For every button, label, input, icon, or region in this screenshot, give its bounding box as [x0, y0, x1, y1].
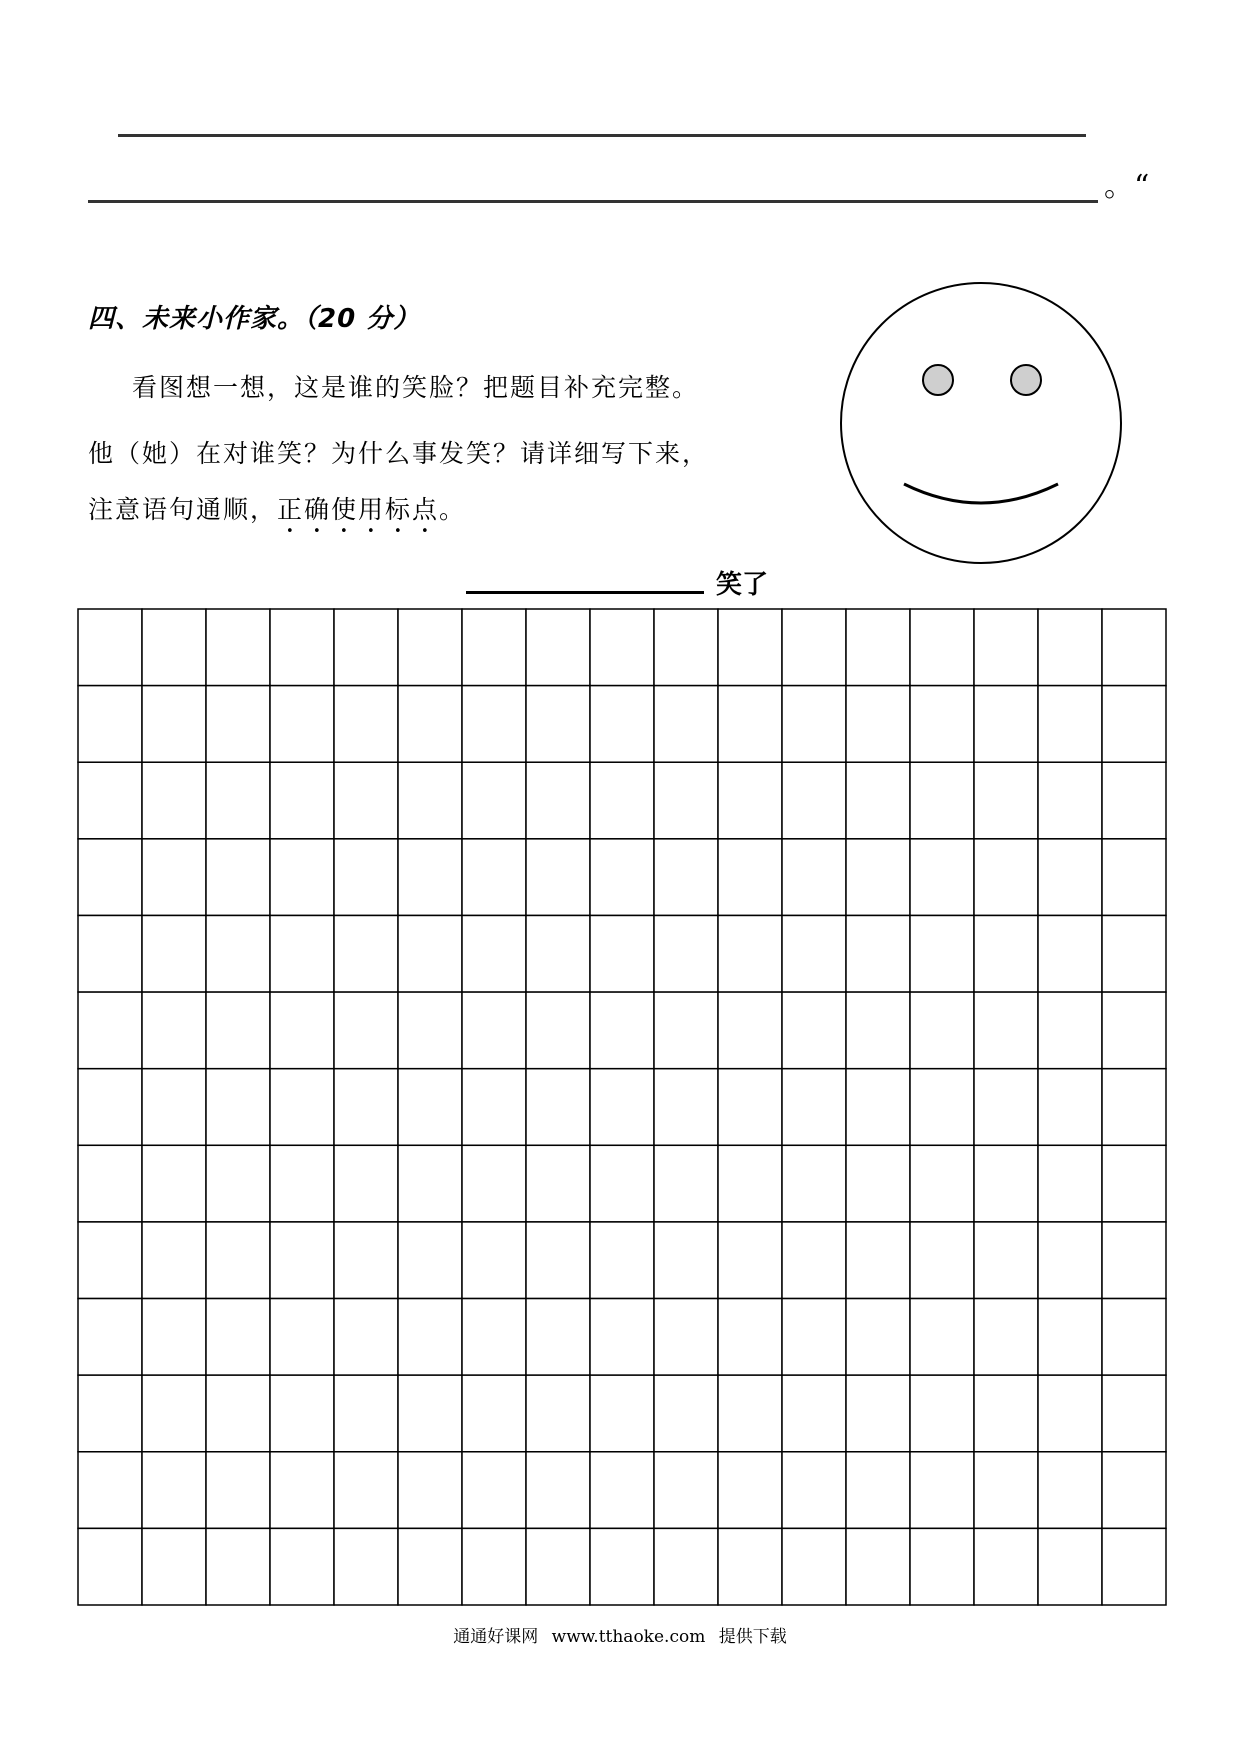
grid-cell[interactable] [1102, 1299, 1166, 1376]
grid-cell[interactable] [462, 992, 526, 1069]
instruction-line-3-plain: 注意语句通顺， [88, 495, 278, 524]
grid-cell[interactable] [270, 839, 334, 916]
footer-url[interactable]: www.tthaoke.com [551, 1627, 706, 1647]
grid-cell[interactable] [910, 609, 974, 686]
grid-cell[interactable] [142, 1299, 206, 1376]
grid-cell[interactable] [1038, 1375, 1102, 1452]
grid-cell[interactable] [910, 1452, 974, 1529]
grid-cell[interactable] [206, 1299, 270, 1376]
grid-cell[interactable] [1038, 839, 1102, 916]
grid-cell[interactable] [590, 1299, 654, 1376]
grid-cell[interactable] [846, 915, 910, 992]
grid-cell[interactable] [526, 686, 590, 763]
face-outline [841, 283, 1121, 563]
grid-cell[interactable] [462, 686, 526, 763]
grid-cell[interactable] [974, 1375, 1038, 1452]
grid-cell[interactable] [910, 1222, 974, 1299]
grid-cell[interactable] [1102, 915, 1166, 992]
grid-cell[interactable] [398, 1222, 462, 1299]
grid-cell[interactable] [1102, 609, 1166, 686]
grid-cell[interactable] [462, 915, 526, 992]
grid-cell[interactable] [462, 1299, 526, 1376]
grid-cell[interactable] [590, 686, 654, 763]
grid-cell[interactable] [718, 1145, 782, 1222]
grid-cell[interactable] [846, 1528, 910, 1605]
grid-cell[interactable] [974, 686, 1038, 763]
grid-cell[interactable] [974, 1452, 1038, 1529]
grid-cell[interactable] [462, 1145, 526, 1222]
grid-cell[interactable] [590, 992, 654, 1069]
grid-cell[interactable] [206, 609, 270, 686]
grid-cell[interactable] [654, 1299, 718, 1376]
footer-action: 提供下载 [718, 1627, 787, 1647]
grid-cell[interactable] [718, 1375, 782, 1452]
grid-cell[interactable] [782, 1452, 846, 1529]
grid-cell[interactable] [526, 915, 590, 992]
grid-cell[interactable] [398, 1452, 462, 1529]
grid-cell[interactable] [334, 686, 398, 763]
grid-cell[interactable] [590, 1145, 654, 1222]
grid-cell[interactable] [1038, 1222, 1102, 1299]
grid-cell[interactable] [78, 915, 142, 992]
grid-cell[interactable] [142, 1452, 206, 1529]
grid-cell[interactable] [846, 609, 910, 686]
grid-cell[interactable] [206, 762, 270, 839]
grid-cell[interactable] [398, 1299, 462, 1376]
essay-title-suffix: 笑了 [716, 570, 769, 600]
grid-cell[interactable] [1038, 609, 1102, 686]
grid-cell[interactable] [270, 1299, 334, 1376]
grid-cell[interactable] [590, 609, 654, 686]
grid-cell[interactable] [718, 609, 782, 686]
grid-cell[interactable] [718, 762, 782, 839]
grid-cell[interactable] [142, 609, 206, 686]
grid-cell[interactable] [846, 762, 910, 839]
grid-cell[interactable] [78, 609, 142, 686]
grid-cell[interactable] [654, 686, 718, 763]
grid-cell[interactable] [78, 1299, 142, 1376]
grid-cell[interactable] [526, 992, 590, 1069]
grid-cell[interactable] [1038, 915, 1102, 992]
grid-cell[interactable] [334, 1069, 398, 1146]
grid-cell[interactable] [590, 839, 654, 916]
grid-cell[interactable] [590, 1528, 654, 1605]
grid-cell[interactable] [782, 686, 846, 763]
left-eye [923, 365, 953, 395]
grid-cell[interactable] [910, 839, 974, 916]
grid-cell[interactable] [846, 839, 910, 916]
answer-line-2[interactable] [88, 200, 1098, 203]
grid-cell[interactable] [782, 1375, 846, 1452]
grid-cell[interactable] [462, 1375, 526, 1452]
instruction-line-3 [88, 490, 466, 539]
grid-cell[interactable] [654, 1375, 718, 1452]
grid-cell[interactable] [334, 992, 398, 1069]
grid-cell[interactable] [398, 1069, 462, 1146]
grid-cell[interactable] [782, 992, 846, 1069]
grid-cell[interactable] [206, 1145, 270, 1222]
writing-grid[interactable] [77, 608, 1167, 1606]
grid-cell[interactable] [526, 1452, 590, 1529]
grid-cell[interactable] [462, 1222, 526, 1299]
grid-cell[interactable] [78, 1528, 142, 1605]
grid-cell[interactable] [1038, 1299, 1102, 1376]
grid-cell[interactable] [78, 686, 142, 763]
grid-cell[interactable] [1102, 839, 1166, 916]
grid-cell[interactable] [910, 1069, 974, 1146]
grid-cell[interactable] [910, 1299, 974, 1376]
grid-cell[interactable] [270, 1452, 334, 1529]
grid-cell[interactable] [718, 1222, 782, 1299]
grid-cell[interactable] [334, 1528, 398, 1605]
grid-cell[interactable] [782, 1222, 846, 1299]
grid-cell[interactable] [590, 915, 654, 992]
grid-cell[interactable] [974, 1145, 1038, 1222]
grid-cell[interactable] [1038, 1452, 1102, 1529]
grid-cell[interactable] [334, 1375, 398, 1452]
grid-cell[interactable] [526, 1528, 590, 1605]
grid-cell[interactable] [398, 1145, 462, 1222]
grid-cell[interactable] [846, 686, 910, 763]
grid-cell[interactable] [270, 1145, 334, 1222]
grid-cell[interactable] [206, 915, 270, 992]
grid-cell[interactable] [462, 1528, 526, 1605]
grid-cell[interactable] [846, 1145, 910, 1222]
grid-cell[interactable] [142, 1375, 206, 1452]
grid-cell[interactable] [526, 839, 590, 916]
grid-cell[interactable] [142, 1069, 206, 1146]
grid-cell[interactable] [1102, 686, 1166, 763]
grid-cell[interactable] [78, 1375, 142, 1452]
essay-title [0, 562, 1240, 602]
grid-cell[interactable] [654, 839, 718, 916]
grid-cell[interactable] [142, 686, 206, 763]
grid-cell[interactable] [782, 762, 846, 839]
grid-cell[interactable] [718, 1069, 782, 1146]
grid-cell[interactable] [462, 1069, 526, 1146]
grid-cell[interactable] [718, 686, 782, 763]
grid-cell[interactable] [590, 1375, 654, 1452]
grid-cell[interactable] [526, 1375, 590, 1452]
grid-cell[interactable] [526, 1299, 590, 1376]
grid-cell[interactable] [974, 992, 1038, 1069]
grid-cell[interactable] [846, 1222, 910, 1299]
grid-cell[interactable] [398, 686, 462, 763]
grid-cell[interactable] [142, 1528, 206, 1605]
grid-cell[interactable] [270, 915, 334, 992]
grid-cell[interactable] [974, 1528, 1038, 1605]
grid-cell[interactable] [1102, 1452, 1166, 1529]
grid-cell[interactable] [846, 1452, 910, 1529]
grid-cell[interactable] [782, 839, 846, 916]
grid-cell[interactable] [526, 1145, 590, 1222]
grid-cell[interactable] [1102, 1528, 1166, 1605]
grid-cell[interactable] [1102, 1145, 1166, 1222]
grid-cell[interactable] [910, 915, 974, 992]
grid-cell[interactable] [974, 915, 1038, 992]
grid-cell[interactable] [462, 839, 526, 916]
grid-cell[interactable] [1038, 762, 1102, 839]
grid-cell[interactable] [718, 992, 782, 1069]
grid-cell[interactable] [334, 1222, 398, 1299]
grid-cell[interactable] [270, 1528, 334, 1605]
grid-cell[interactable] [78, 762, 142, 839]
grid-cell[interactable] [526, 1222, 590, 1299]
instruction-line-2: 他（她）在对谁笑？为什么事发笑？请详细写下来， [88, 439, 710, 468]
footer [0, 1622, 1240, 1647]
grid-cell[interactable] [590, 762, 654, 839]
grid-cell[interactable] [142, 915, 206, 992]
grid-cell[interactable] [782, 1299, 846, 1376]
grid-cell[interactable] [270, 1375, 334, 1452]
grid-cell[interactable] [270, 686, 334, 763]
grid-cell[interactable] [718, 915, 782, 992]
grid-cell[interactable] [334, 1452, 398, 1529]
grid-cell[interactable] [206, 1375, 270, 1452]
grid-cell[interactable] [78, 839, 142, 916]
grid-cell[interactable] [718, 1299, 782, 1376]
grid-cell[interactable] [78, 1069, 142, 1146]
grid-cell[interactable] [910, 1528, 974, 1605]
grid-cell[interactable] [398, 915, 462, 992]
grid-cell[interactable] [782, 1069, 846, 1146]
grid-cell[interactable] [78, 1222, 142, 1299]
grid-cell[interactable] [334, 762, 398, 839]
grid-cell[interactable] [334, 609, 398, 686]
grid-cell[interactable] [206, 686, 270, 763]
footer-site: 通通好课网 [453, 1627, 539, 1647]
grid-cell[interactable] [206, 992, 270, 1069]
instruction-line-1: 看图想一想，这是谁的笑脸？把题目补充完整。 [132, 373, 700, 402]
grid-cell[interactable] [1038, 1069, 1102, 1146]
grid-cell[interactable] [910, 762, 974, 839]
grid-cell[interactable] [654, 1452, 718, 1529]
grid-cell[interactable] [846, 992, 910, 1069]
grid-cell[interactable] [78, 992, 142, 1069]
grid-cell[interactable] [654, 609, 718, 686]
grid-cell[interactable] [398, 839, 462, 916]
instruction-line-3-emphasis: 正确使用标点 [277, 495, 440, 524]
grid-cell[interactable] [334, 839, 398, 916]
grid-cell[interactable] [398, 1528, 462, 1605]
grid-cell[interactable] [462, 762, 526, 839]
grid-cell[interactable] [782, 1145, 846, 1222]
grid-cell[interactable] [526, 762, 590, 839]
grid-cell[interactable] [1038, 686, 1102, 763]
essay-title-blank[interactable] [466, 591, 704, 594]
grid-cell[interactable] [846, 1375, 910, 1452]
grid-cell[interactable] [1102, 992, 1166, 1069]
grid-cell[interactable] [718, 839, 782, 916]
grid-cell[interactable] [142, 762, 206, 839]
grid-cell[interactable] [974, 762, 1038, 839]
grid-cell[interactable] [654, 915, 718, 992]
grid-cell[interactable] [590, 1069, 654, 1146]
grid-cell[interactable] [782, 609, 846, 686]
instruction-line-3-end: 。 [439, 495, 467, 524]
grid-cell[interactable] [654, 762, 718, 839]
right-eye [1011, 365, 1041, 395]
grid-cell[interactable] [654, 1528, 718, 1605]
grid-cell[interactable] [398, 1375, 462, 1452]
grid-cell[interactable] [654, 992, 718, 1069]
grid-cell[interactable] [142, 1222, 206, 1299]
grid-cell[interactable] [1038, 1145, 1102, 1222]
grid-cell[interactable] [206, 1069, 270, 1146]
grid-cell[interactable] [142, 1145, 206, 1222]
grid-cell[interactable] [270, 1069, 334, 1146]
grid-cell[interactable] [846, 1069, 910, 1146]
grid-cell[interactable] [974, 839, 1038, 916]
grid-cell[interactable] [334, 1299, 398, 1376]
grid-cell[interactable] [846, 1299, 910, 1376]
grid-cell[interactable] [910, 1375, 974, 1452]
grid-cell[interactable] [974, 1222, 1038, 1299]
answer-line-1[interactable] [118, 134, 1086, 137]
grid-cell[interactable] [206, 1222, 270, 1299]
grid-cell[interactable] [1038, 992, 1102, 1069]
grid-cell[interactable] [270, 762, 334, 839]
grid-cell[interactable] [1038, 1528, 1102, 1605]
grid-cell[interactable] [142, 992, 206, 1069]
section-heading: 四、未来小作家。（20 分） [88, 304, 421, 334]
grid-cell[interactable] [462, 1452, 526, 1529]
closing-punctuation: 。“ [1104, 169, 1150, 204]
grid-cell[interactable] [334, 1145, 398, 1222]
grid-cell[interactable] [1102, 1069, 1166, 1146]
grid-cell[interactable] [206, 1452, 270, 1529]
grid-cell[interactable] [78, 1145, 142, 1222]
grid-cell[interactable] [654, 1145, 718, 1222]
grid-cell[interactable] [974, 609, 1038, 686]
grid-cell[interactable] [398, 609, 462, 686]
grid-cell[interactable] [782, 1528, 846, 1605]
grid-cell[interactable] [270, 992, 334, 1069]
grid-cell[interactable] [782, 915, 846, 992]
grid-cell[interactable] [910, 1145, 974, 1222]
grid-cell[interactable] [526, 1069, 590, 1146]
grid-cell[interactable] [974, 1069, 1038, 1146]
grid-cell[interactable] [142, 839, 206, 916]
smiley-face-icon [838, 280, 1124, 566]
grid-cell[interactable] [270, 1222, 334, 1299]
grid-cell[interactable] [398, 762, 462, 839]
grid-cell[interactable] [1102, 762, 1166, 839]
grid-cell[interactable] [462, 609, 526, 686]
grid-cell[interactable] [78, 1452, 142, 1529]
grid-cell[interactable] [526, 609, 590, 686]
grid-cell[interactable] [654, 1069, 718, 1146]
grid-cell[interactable] [270, 609, 334, 686]
grid-cell[interactable] [910, 992, 974, 1069]
grid-cell[interactable] [718, 1528, 782, 1605]
grid-cell[interactable] [654, 1222, 718, 1299]
grid-cell[interactable] [718, 1452, 782, 1529]
grid-cell[interactable] [590, 1452, 654, 1529]
grid-cell[interactable] [1102, 1222, 1166, 1299]
grid-cell[interactable] [334, 915, 398, 992]
grid-cell[interactable] [974, 1299, 1038, 1376]
grid-cell[interactable] [398, 992, 462, 1069]
grid-cell[interactable] [206, 839, 270, 916]
grid-cell[interactable] [590, 1222, 654, 1299]
grid-cell[interactable] [1102, 1375, 1166, 1452]
grid-cell[interactable] [910, 686, 974, 763]
grid-cell[interactable] [206, 1528, 270, 1605]
